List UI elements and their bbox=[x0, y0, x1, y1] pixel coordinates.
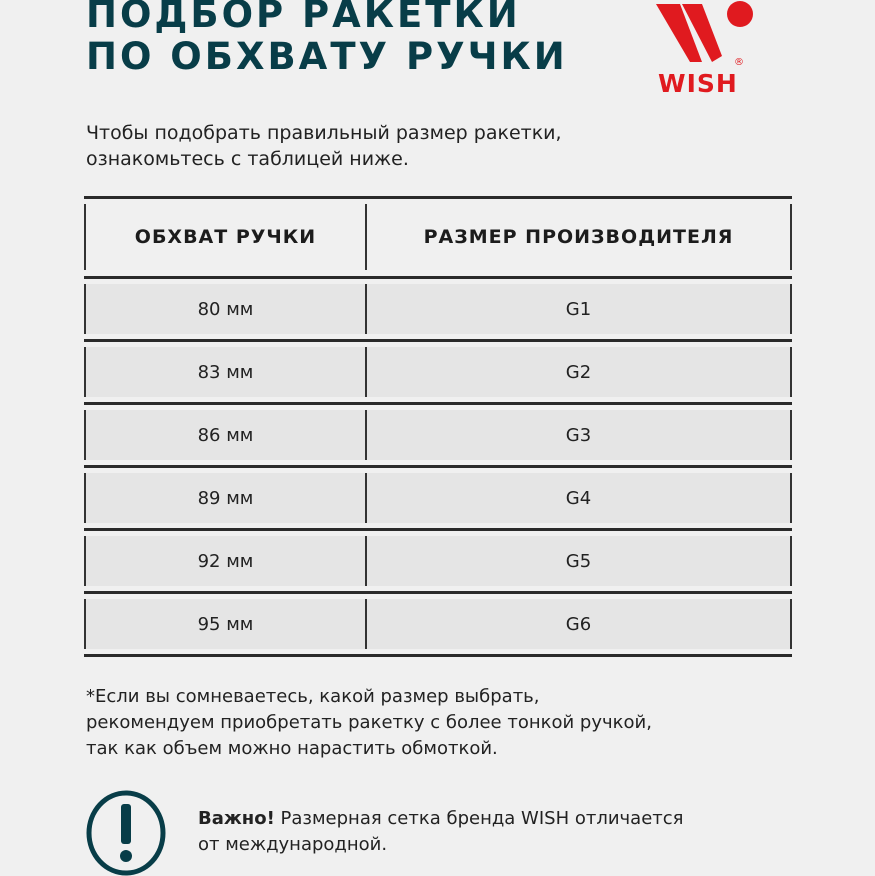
svg-text:WISH: WISH bbox=[658, 69, 738, 96]
table-rule bbox=[84, 528, 792, 531]
warning-bold: Важно! bbox=[198, 808, 275, 829]
table-row bbox=[84, 410, 792, 460]
svg-text:®: ® bbox=[734, 57, 744, 68]
table-rule bbox=[84, 465, 792, 468]
girth-cell: 86 мм bbox=[84, 410, 365, 460]
girth-cell: 92 мм bbox=[84, 536, 365, 586]
column-header-girth: ОБХВАТ РУЧКИ bbox=[84, 204, 365, 270]
intro-text bbox=[86, 120, 562, 172]
intro-line-2: ознакомьтесь с таблицей ниже. bbox=[86, 148, 409, 170]
footnote-line-2: рекомендуем приобретать ракетку с более тонкой ручкой, bbox=[86, 712, 652, 733]
table-rule bbox=[84, 196, 792, 199]
girth-cell: 95 мм bbox=[84, 599, 365, 649]
table-rule bbox=[84, 402, 792, 405]
footnote-line-3: так как объем можно нарастить обмоткой. bbox=[86, 738, 498, 759]
wish-logo bbox=[656, 0, 756, 96]
girth-cell: 80 мм bbox=[84, 284, 365, 334]
girth-cell: 83 мм bbox=[84, 347, 365, 397]
table-rule bbox=[84, 276, 792, 279]
table-rule bbox=[84, 591, 792, 594]
table-row bbox=[84, 599, 792, 649]
size-cell: G5 bbox=[365, 536, 792, 586]
size-cell: G1 bbox=[365, 284, 792, 334]
table-row bbox=[84, 473, 792, 523]
size-cell: G4 bbox=[365, 473, 792, 523]
exclamation-circle-icon bbox=[86, 790, 166, 876]
size-cell: G3 bbox=[365, 410, 792, 460]
table-row bbox=[84, 347, 792, 397]
table-row bbox=[84, 536, 792, 586]
warning-line-2: от международной. bbox=[198, 834, 388, 855]
footnote bbox=[86, 684, 652, 762]
size-table bbox=[84, 196, 792, 657]
table-rule bbox=[84, 339, 792, 342]
column-header-size: РАЗМЕР ПРОИЗВОДИТЕЛЯ bbox=[365, 204, 792, 270]
size-cell: G6 bbox=[365, 599, 792, 649]
warning-line-1: Размерная сетка бренда WISH отличается bbox=[274, 808, 684, 829]
size-cell: G2 bbox=[365, 347, 792, 397]
warning-text bbox=[198, 806, 684, 858]
table-row bbox=[84, 284, 792, 334]
table-rule bbox=[84, 654, 792, 657]
intro-line-1: Чтобы подобрать правильный размер ракетки, bbox=[86, 122, 562, 144]
title-line-1: ПОДБОР РАКЕТКИ bbox=[86, 0, 521, 36]
page-title bbox=[86, 0, 568, 78]
footnote-line-1: *Если вы сомневаетесь, какой размер выбрать, bbox=[86, 686, 540, 707]
title-line-2: ПО ОБХВАТУ РУЧКИ bbox=[86, 35, 568, 78]
girth-cell: 89 мм bbox=[84, 473, 365, 523]
table-header-row bbox=[84, 204, 792, 270]
